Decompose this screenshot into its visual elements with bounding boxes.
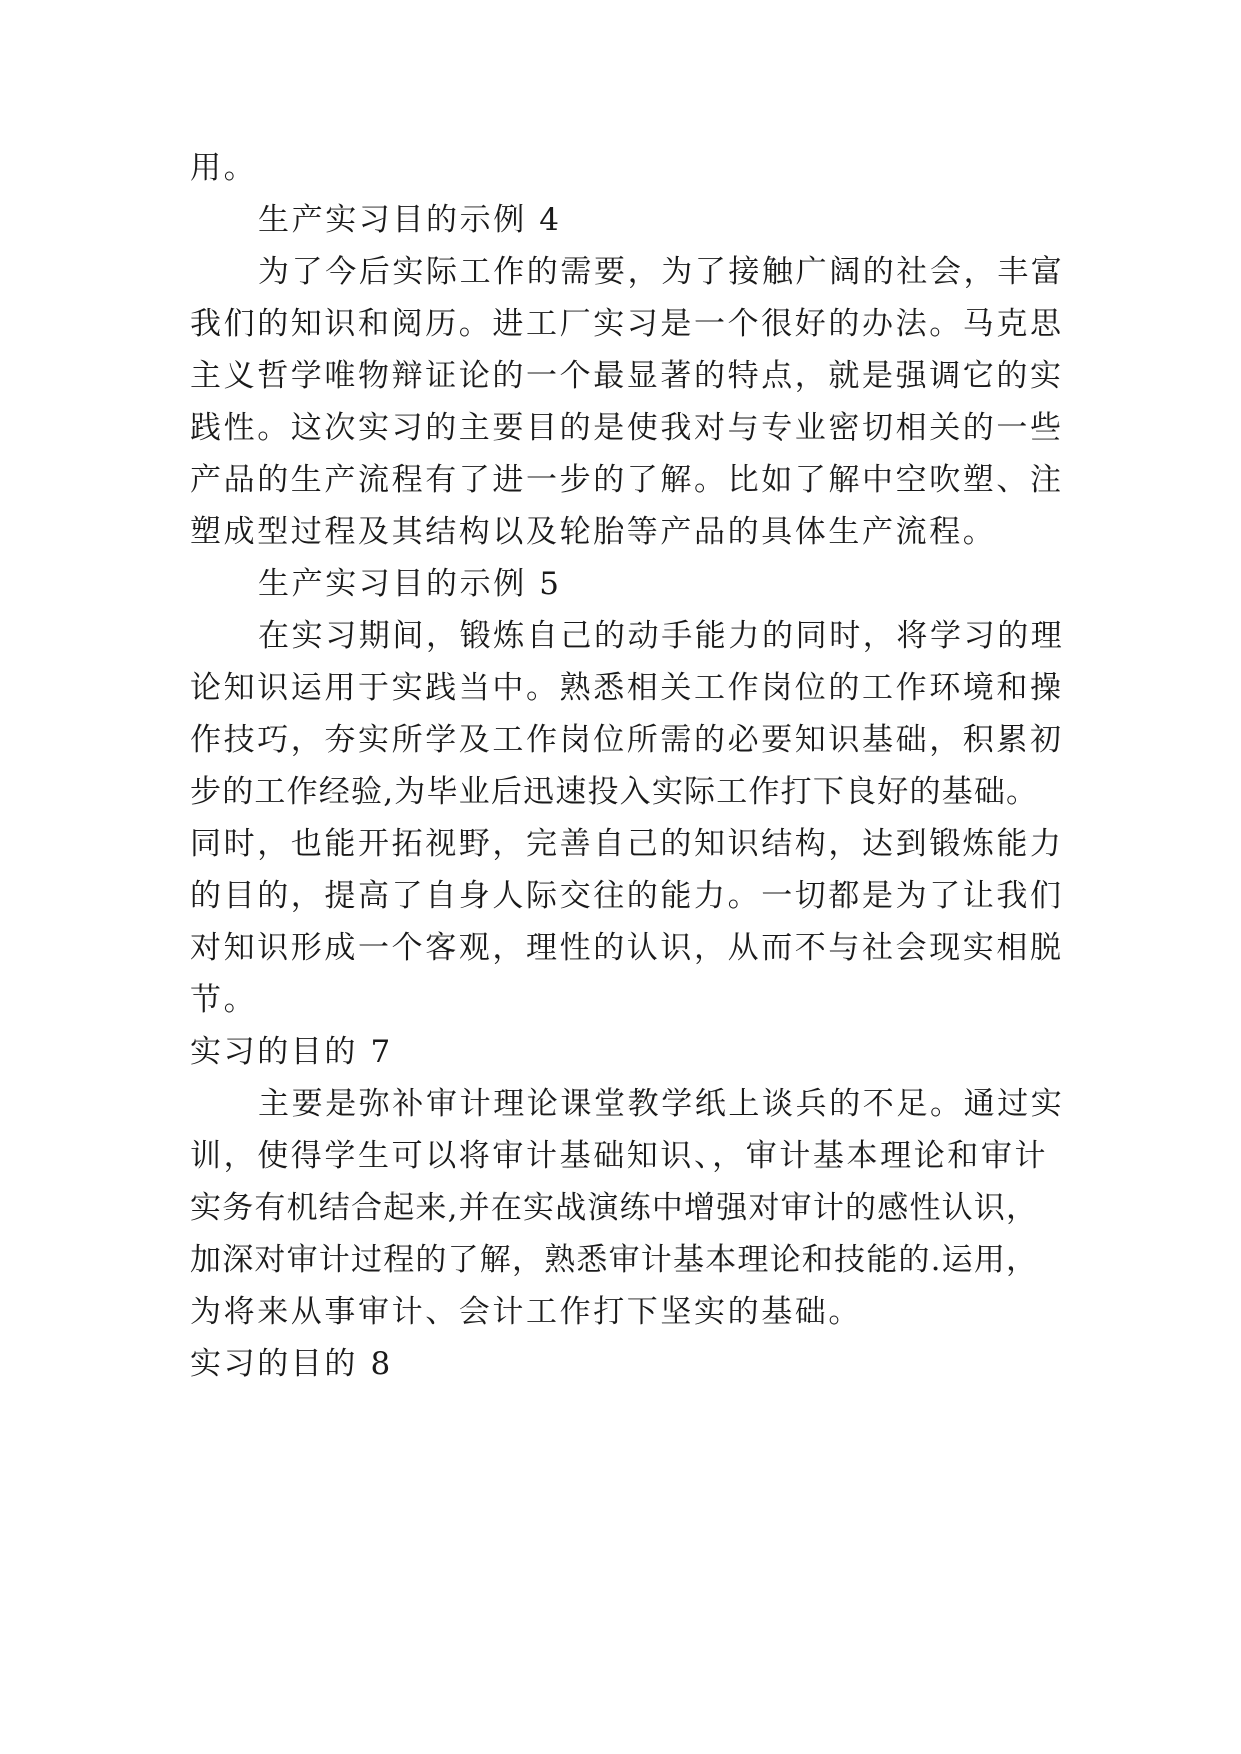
- paragraph-line: 塑成型过程及其结构以及轮胎等产品的具体生产流程。: [190, 514, 997, 550]
- paragraph-line: 实务有机结合起来,并在实战演练中增强对审计的感性认识，: [190, 1190, 1039, 1226]
- section-heading-example-4: 生产实习目的示例 4: [258, 202, 562, 238]
- paragraph-line: 产品的生产流程有了进一步的了解。比如了解中空吹塑、注: [190, 462, 1064, 498]
- paragraph-line: 节。: [190, 982, 258, 1018]
- paragraph-line: 主义哲学唯物辩证论的一个最显著的特点，就是强调它的实: [190, 358, 1064, 394]
- paragraph-line: 的目的，提高了自身人际交往的能力。一切都是为了让我们: [190, 878, 1064, 914]
- section-heading-purpose-7: 实习的目的 7: [190, 1034, 393, 1070]
- paragraph-line: 论知识运用于实践当中。熟悉相关工作岗位的工作环境和操: [190, 670, 1064, 706]
- paragraph-line: 作技巧，夯实所学及工作岗位所需的必要知识基础，积累初: [190, 722, 1064, 758]
- paragraph-line: 训，使得学生可以将审计基础知识、，审计基本理论和审计: [190, 1138, 1049, 1174]
- section-heading-purpose-8: 实习的目的 8: [190, 1346, 393, 1382]
- paragraph-line: 加深对审计过程的了解，熟悉审计基本理论和技能的.运用，: [190, 1242, 1039, 1278]
- paragraph-line: 同时，也能开拓视野，完善自己的知识结构，达到锻炼能力: [190, 826, 1064, 862]
- paragraph-line: 为了今后实际工作的需要，为了接触广阔的社会，丰富: [258, 254, 1065, 290]
- paragraph-line: 我们的知识和阅历。进工厂实习是一个很好的办法。马克思: [190, 306, 1064, 342]
- paragraph-line: 用。: [190, 150, 258, 186]
- paragraph-line: 步的工作经验,为毕业后迅速投入实际工作打下良好的基础。: [190, 774, 1039, 810]
- paragraph-line: 对知识形成一个客观，理性的认识，从而不与社会现实相脱: [190, 930, 1064, 966]
- paragraph-line: 在实习期间，锻炼自己的动手能力的同时，将学习的理: [258, 618, 1065, 654]
- paragraph-line: 为将来从事审计、会计工作打下坚实的基础。: [190, 1294, 862, 1330]
- section-heading-example-5: 生产实习目的示例 5: [258, 566, 562, 602]
- paragraph-line: 主要是弥补审计理论课堂教学纸上谈兵的不足。通过实: [258, 1086, 1065, 1122]
- paragraph-line: 践性。这次实习的主要目的是使我对与专业密切相关的一些: [190, 410, 1064, 446]
